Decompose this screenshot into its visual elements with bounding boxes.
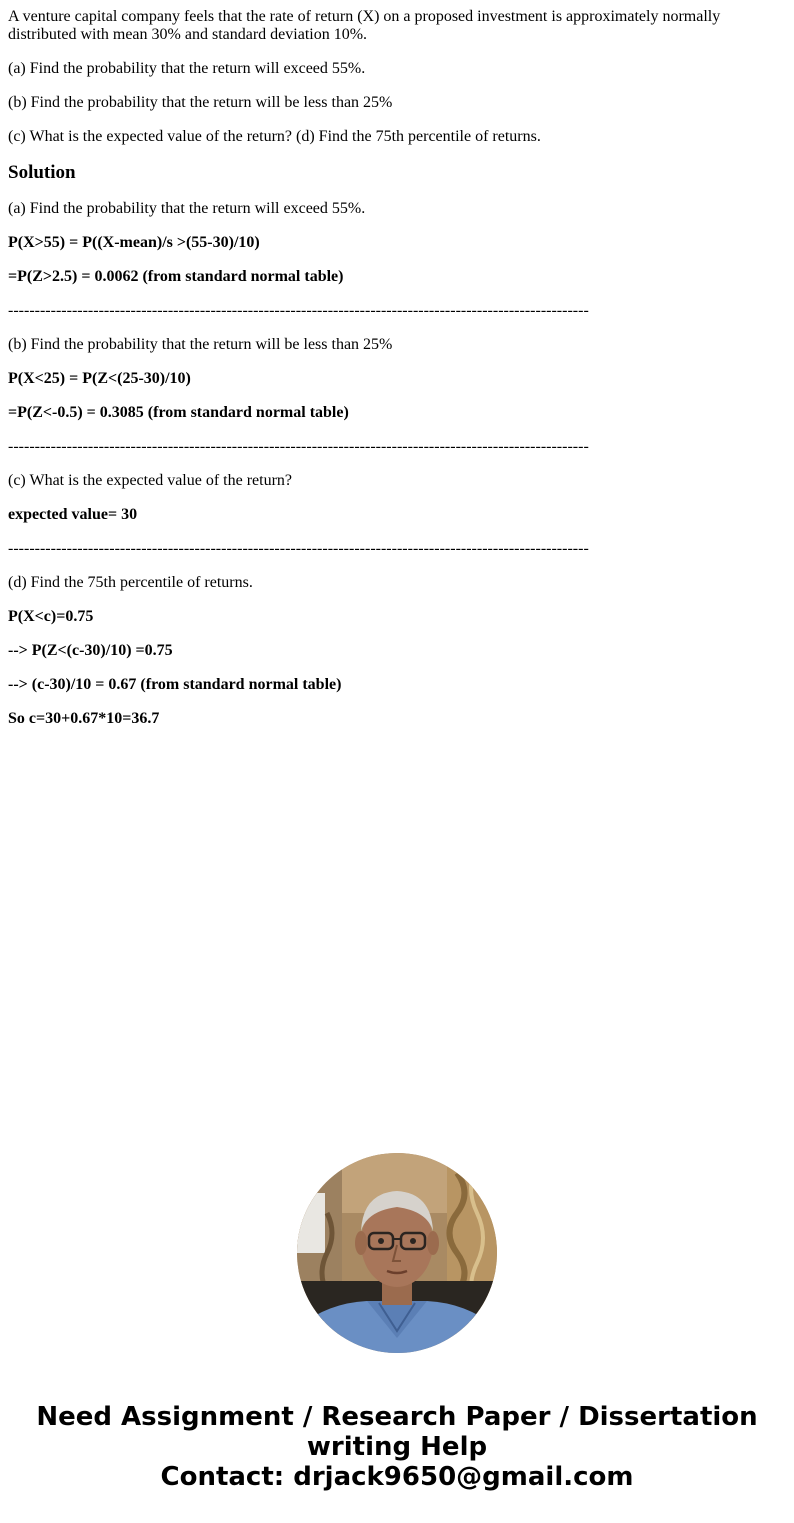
author-portrait-image xyxy=(297,1153,497,1353)
solution-heading: Solution xyxy=(8,162,76,183)
question-intro: A venture capital company feels that the rate of return (X) on a proposed investment is approximately normally distributed with mean 30% and standard deviation 10%. xyxy=(8,8,721,43)
solution-d-line2: --> P(Z<(c-30)/10) =0.75 xyxy=(8,642,173,659)
solution-c-prompt: (c) What is the expected value of the return? xyxy=(8,472,293,489)
solution-d-line1: P(X<c)=0.75 xyxy=(8,608,94,625)
separator: ------------------------------------------------------------------------------------------------------------- xyxy=(8,438,589,455)
solution-d-line4: So c=30+0.67*10=36.7 xyxy=(8,710,160,727)
solution-c-line1: expected value= 30 xyxy=(8,506,138,523)
promo-banner xyxy=(0,1402,794,1492)
promo-contact: Contact: drjack9650@gmail.com xyxy=(160,1462,634,1492)
separator: ------------------------------------------------------------------------------------------------------------- xyxy=(8,540,589,557)
solution-d-prompt: (d) Find the 75th percentile of returns. xyxy=(8,574,253,591)
solution-b-line2: =P(Z<-0.5) = 0.3085 (from standard normal table) xyxy=(8,404,349,421)
document-body xyxy=(8,8,786,744)
separator: ------------------------------------------------------------------------------------------------------------- xyxy=(8,302,589,319)
author-photo xyxy=(297,1153,497,1353)
promo-line-2: writing Help xyxy=(306,1432,488,1462)
question-part-cd: (c) What is the expected value of the return? (d) Find the 75th percentile of returns. xyxy=(8,128,541,145)
question-part-a: (a) Find the probability that the return will exceed 55%. xyxy=(8,60,366,77)
promo-line-1: Need Assignment / Research Paper / Dissertation xyxy=(36,1402,758,1432)
solution-d-line3: --> (c-30)/10 = 0.67 (from standard normal table) xyxy=(8,676,342,693)
solution-a-prompt: (a) Find the probability that the return will exceed 55%. xyxy=(8,200,366,217)
question-part-b: (b) Find the probability that the return will be less than 25% xyxy=(8,94,393,111)
solution-a-line2: =P(Z>2.5) = 0.0062 (from standard normal table) xyxy=(8,268,344,285)
solution-b-prompt: (b) Find the probability that the return will be less than 25% xyxy=(8,336,393,353)
solution-a-line1: P(X>55) = P((X-mean)/s >(55-30)/10) xyxy=(8,234,260,251)
solution-b-line1: P(X<25) = P(Z<(25-30)/10) xyxy=(8,370,191,387)
